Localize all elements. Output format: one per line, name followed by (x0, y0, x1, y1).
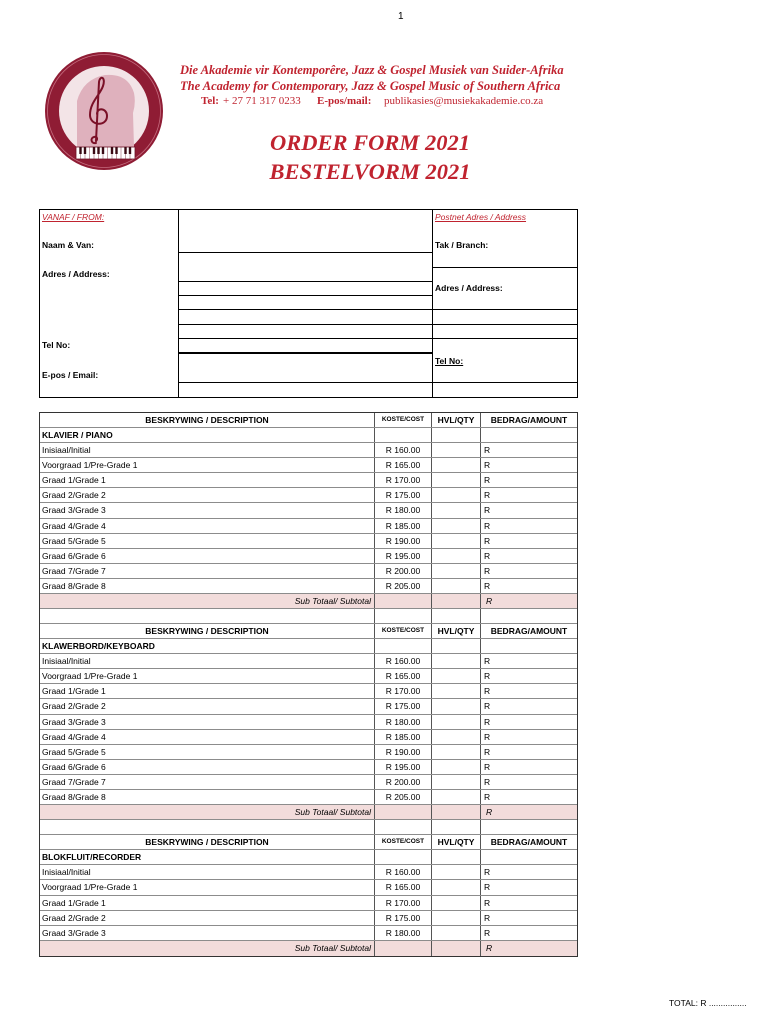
amount-field[interactable]: R (484, 912, 491, 923)
item-description: Graad 3/Grade 3 (40, 926, 375, 940)
empty-cell (40, 820, 375, 834)
table-row (40, 715, 577, 730)
qty-field[interactable] (432, 549, 481, 563)
postnet-heading: Postnet Adres / Address (435, 212, 527, 222)
academy-name-afrikaans: Die Akademie vir Kontemporêre, Jazz & Gospel Musiek van Suider-Afrika (180, 63, 564, 77)
order-table (39, 412, 578, 957)
qty-field[interactable] (432, 775, 481, 789)
amount-field[interactable]: R (484, 460, 491, 471)
table-row (40, 549, 577, 564)
item-cost: R 205.00 (375, 790, 432, 804)
qty-field[interactable] (432, 790, 481, 804)
table-row (40, 745, 577, 760)
empty-cell (432, 594, 481, 608)
table-row (40, 488, 577, 503)
qty-field[interactable] (432, 745, 481, 759)
qty-field[interactable] (432, 926, 481, 940)
qty-field[interactable] (432, 534, 481, 548)
item-description: Graad 6/Grade 6 (40, 549, 375, 563)
postnet-address-field[interactable] (433, 268, 577, 310)
item-cost: R 160.00 (375, 443, 432, 457)
qty-field[interactable] (432, 730, 481, 744)
item-cost: R 160.00 (375, 654, 432, 668)
column-header-row (40, 624, 577, 639)
tel-number: + 27 71 317 0233 (223, 95, 301, 107)
qty-field[interactable] (432, 503, 481, 517)
title-afrikaans: BESTELVORM 2021 (269, 159, 471, 184)
table-row (40, 669, 577, 684)
column-header-row (40, 835, 577, 850)
section-title: KLAVIER / PIANO (40, 428, 375, 442)
address-label: Adres / Address: (42, 269, 110, 279)
item-cost: R 170.00 (375, 896, 432, 910)
column-header-amount: BEDRAG/AMOUNT (490, 626, 568, 637)
section-title: BLOKFLUIT/RECORDER (40, 850, 375, 864)
item-description: Graad 2/Grade 2 (40, 699, 375, 713)
postnet-address-field-2[interactable] (433, 310, 577, 325)
qty-field[interactable] (432, 669, 481, 683)
qty-field[interactable] (432, 579, 481, 593)
tel-no-label: Tel No: (42, 340, 71, 350)
subtotal-label: Sub Totaal/ Subtotal (40, 941, 375, 956)
amount-field[interactable]: R (484, 761, 491, 772)
amount-field[interactable]: R (484, 776, 491, 787)
amount-field[interactable]: R (484, 656, 491, 667)
empty-cell (40, 609, 375, 623)
grand-total[interactable]: TOTAL: R ................ (669, 998, 747, 1008)
empty-cell (432, 805, 481, 819)
empty-cell (375, 850, 432, 864)
item-description: Graad 3/Grade 3 (40, 503, 375, 517)
qty-field[interactable] (432, 564, 481, 578)
section-title-row (40, 639, 577, 654)
table-row (40, 775, 577, 790)
amount-field[interactable]: R (484, 867, 491, 878)
postnet-address-field-3[interactable] (433, 325, 577, 339)
qty-field[interactable] (432, 911, 481, 925)
amount-field[interactable]: R (484, 897, 491, 908)
tel-label: Tel: (201, 95, 219, 107)
qty-field[interactable] (432, 865, 481, 879)
amount-field[interactable]: R (484, 927, 491, 938)
from-fields-column (178, 210, 432, 397)
item-cost: R 160.00 (375, 865, 432, 879)
spacer-row (40, 609, 577, 624)
item-description: Graad 4/Grade 4 (40, 519, 375, 533)
subtotal-amount-field[interactable]: R (481, 594, 577, 608)
email-label: E-pos/mail: (317, 95, 372, 107)
item-description: Graad 3/Grade 3 (40, 715, 375, 729)
item-cost: R 200.00 (375, 564, 432, 578)
postnet-branch-field[interactable] (433, 210, 577, 268)
postnet-tel-field[interactable] (433, 339, 577, 383)
item-cost: R 195.00 (375, 760, 432, 774)
academy-name-english: The Academy for Contemporary, Jazz & Gospel Music of Southern Africa (180, 79, 561, 93)
qty-field[interactable] (432, 473, 481, 487)
item-description: Graad 8/Grade 8 (40, 790, 375, 804)
contact-details-form (39, 209, 578, 398)
qty-field[interactable] (432, 880, 481, 894)
amount-field[interactable]: R (484, 520, 491, 531)
item-description: Graad 2/Grade 2 (40, 488, 375, 502)
item-cost: R 180.00 (375, 503, 432, 517)
item-description: Voorgraad 1/Pre-Grade 1 (40, 669, 375, 683)
amount-field[interactable]: R (484, 505, 491, 516)
table-row (40, 896, 577, 911)
empty-cell (432, 850, 481, 864)
amount-field[interactable]: R (484, 550, 491, 561)
table-row (40, 760, 577, 775)
amount-field[interactable]: R (484, 671, 491, 682)
amount-field[interactable]: R (484, 445, 491, 456)
table-row (40, 684, 577, 699)
section-title-row (40, 850, 577, 865)
item-cost: R 175.00 (375, 699, 432, 713)
item-description: Voorgraad 1/Pre-Grade 1 (40, 880, 375, 894)
empty-cell (375, 428, 432, 442)
spacer-row (40, 820, 577, 835)
amount-field[interactable]: R (484, 746, 491, 757)
empty-cell (375, 941, 432, 956)
amount-field[interactable]: R (484, 535, 491, 546)
amount-field[interactable]: R (484, 490, 491, 501)
amount-field[interactable]: R (484, 565, 491, 576)
table-row (40, 443, 577, 458)
qty-field[interactable] (432, 519, 481, 533)
item-cost: R 190.00 (375, 534, 432, 548)
item-description: Graad 1/Grade 1 (40, 896, 375, 910)
subtotal-label: Sub Totaal/ Subtotal (40, 805, 375, 819)
branch-label: Tak / Branch: (435, 240, 489, 250)
address-field-3[interactable] (179, 296, 432, 310)
table-row (40, 503, 577, 518)
item-cost: R 165.00 (375, 458, 432, 472)
item-description: Inisiaal/Initial (40, 654, 375, 668)
table-row (40, 880, 577, 895)
empty-cell (432, 609, 481, 623)
empty-cell (432, 941, 481, 956)
item-cost: R 205.00 (375, 579, 432, 593)
postnet-address-label: Adres / Address: (435, 283, 503, 293)
empty-cell (375, 805, 432, 819)
email-field[interactable] (179, 354, 432, 383)
postnet-tel-label: Tel No: (435, 356, 464, 366)
table-row (40, 730, 577, 745)
column-header-description: BESKRYWING / DESCRIPTION (40, 624, 375, 638)
column-header-amount: BEDRAG/AMOUNT (490, 837, 568, 848)
amount-field[interactable]: R (484, 716, 491, 727)
empty-cell (375, 820, 432, 834)
amount-field[interactable]: R (484, 701, 491, 712)
item-cost: R 190.00 (375, 745, 432, 759)
column-header-cost: KOSTE/COST (375, 624, 432, 638)
column-header-description: BESKRYWING / DESCRIPTION (40, 413, 375, 427)
subtotal-row (40, 594, 577, 609)
item-description: Graad 5/Grade 5 (40, 745, 375, 759)
table-row (40, 473, 577, 488)
qty-field[interactable] (432, 458, 481, 472)
item-cost: R 180.00 (375, 926, 432, 940)
table-row (40, 534, 577, 549)
item-description: Voorgraad 1/Pre-Grade 1 (40, 458, 375, 472)
column-header-row (40, 413, 577, 428)
item-description: Graad 8/Grade 8 (40, 579, 375, 593)
column-header-qty: HVL/QTY (432, 413, 481, 427)
item-description: Graad 6/Grade 6 (40, 760, 375, 774)
empty-cell (432, 820, 481, 834)
qty-field[interactable] (432, 684, 481, 698)
item-cost: R 165.00 (375, 880, 432, 894)
item-description: Graad 2/Grade 2 (40, 911, 375, 925)
item-description: Graad 4/Grade 4 (40, 730, 375, 744)
table-row (40, 564, 577, 579)
column-header-cost: KOSTE/COST (375, 413, 432, 427)
item-cost: R 195.00 (375, 549, 432, 563)
item-cost: R 175.00 (375, 488, 432, 502)
section-title-row (40, 428, 577, 443)
column-header-amount: BEDRAG/AMOUNT (490, 415, 568, 425)
subtotal-row (40, 941, 577, 956)
column-header-description: BESKRYWING / DESCRIPTION (40, 835, 375, 849)
column-header-qty: HVL/QTY (432, 835, 481, 849)
table-row (40, 865, 577, 880)
item-description: Graad 5/Grade 5 (40, 534, 375, 548)
column-header-cost: KOSTE/COST (375, 835, 432, 849)
item-cost: R 185.00 (375, 519, 432, 533)
item-cost: R 170.00 (375, 684, 432, 698)
empty-cell (481, 639, 577, 653)
item-description: Graad 7/Grade 7 (40, 564, 375, 578)
qty-field[interactable] (432, 443, 481, 457)
item-description: Graad 1/Grade 1 (40, 473, 375, 487)
item-cost: R 165.00 (375, 669, 432, 683)
postnet-extra-field[interactable] (433, 383, 577, 397)
item-cost: R 200.00 (375, 775, 432, 789)
tel-field[interactable] (179, 339, 432, 354)
extra-field[interactable] (179, 383, 432, 397)
empty-cell (481, 428, 577, 442)
empty-cell (481, 850, 577, 864)
amount-field[interactable]: R (484, 475, 491, 486)
page-number: 1 (398, 11, 404, 22)
table-row (40, 699, 577, 714)
item-cost: R 180.00 (375, 715, 432, 729)
address-field-2[interactable] (179, 282, 432, 296)
amount-field[interactable]: R (484, 882, 491, 893)
name-field[interactable] (179, 210, 432, 253)
item-description: Inisiaal/Initial (40, 443, 375, 457)
section-title: KLAWERBORD/KEYBOARD (40, 639, 375, 653)
table-row (40, 654, 577, 669)
qty-field[interactable] (432, 699, 481, 713)
qty-field[interactable] (432, 654, 481, 668)
table-row (40, 579, 577, 594)
empty-cell (481, 609, 577, 623)
item-description: Graad 1/Grade 1 (40, 684, 375, 698)
email-field-label: E-pos / Email: (42, 370, 99, 380)
subtotal-amount-field[interactable]: R (481, 805, 577, 819)
amount-field[interactable]: R (484, 580, 491, 591)
item-cost: R 175.00 (375, 911, 432, 925)
table-row (40, 911, 577, 926)
empty-cell (481, 820, 577, 834)
title-english: ORDER FORM 2021 (269, 130, 471, 155)
qty-field[interactable] (432, 760, 481, 774)
empty-cell (375, 594, 432, 608)
table-row (40, 926, 577, 941)
postnet-column (432, 210, 577, 397)
item-cost: R 170.00 (375, 473, 432, 487)
address-field-4[interactable] (179, 310, 432, 325)
name-label: Naam & Van: (42, 240, 94, 250)
subtotal-amount-field[interactable]: R (481, 941, 577, 956)
table-row (40, 790, 577, 805)
subtotal-label: Sub Totaal/ Subtotal (40, 594, 375, 608)
qty-field[interactable] (432, 896, 481, 910)
amount-field[interactable]: R (484, 731, 491, 742)
subtotal-row (40, 805, 577, 820)
amount-field[interactable]: R (484, 791, 491, 802)
qty-field[interactable] (432, 715, 481, 729)
from-heading: VANAF / FROM: (42, 212, 105, 222)
address-field-1[interactable] (179, 253, 432, 282)
table-row (40, 519, 577, 534)
empty-cell (432, 428, 481, 442)
item-description: Inisiaal/Initial (40, 865, 375, 879)
page-title (0, 128, 740, 186)
item-cost: R 185.00 (375, 730, 432, 744)
item-description: Graad 7/Grade 7 (40, 775, 375, 789)
amount-field[interactable]: R (484, 686, 491, 697)
empty-cell (375, 639, 432, 653)
empty-cell (375, 609, 432, 623)
table-row (40, 458, 577, 473)
empty-cell (432, 639, 481, 653)
address-field-5[interactable] (179, 325, 432, 339)
email-address: publikasies@musiekakademie.co.za (384, 95, 544, 107)
qty-field[interactable] (432, 488, 481, 502)
column-header-qty: HVL/QTY (432, 624, 481, 638)
